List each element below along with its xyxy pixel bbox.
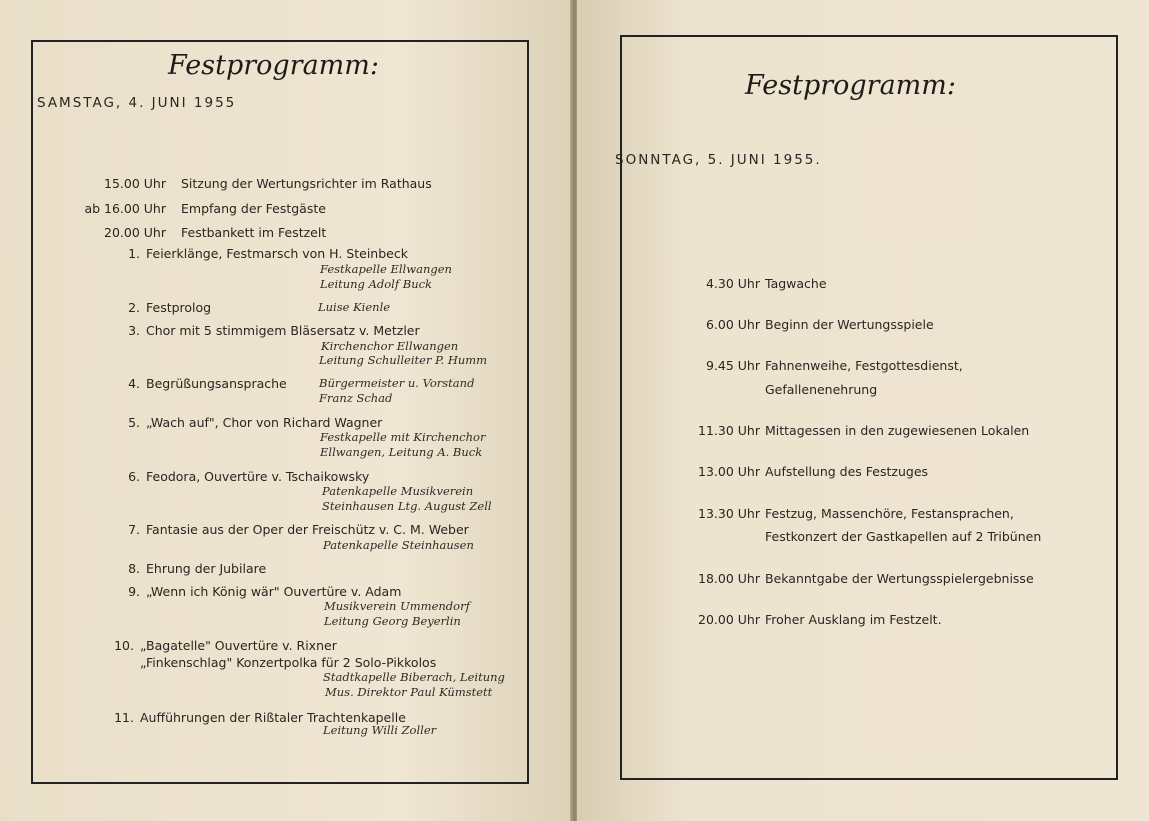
program-item-title: Festprolog: [146, 300, 212, 315]
schedule-time: 13.30 Uhr: [698, 506, 760, 521]
schedule-text: Sitzung der Wertungsrichter im Rathaus: [181, 176, 432, 191]
program-item-performer: Festkapelle Ellwangen: [320, 262, 452, 276]
program-item-performer: Bürgermeister u. Vorstand: [319, 376, 475, 390]
program-item-performer: Leitung Willi Zoller: [323, 723, 437, 737]
program-item-performer: Ellwangen, Leitung A. Buck: [320, 445, 483, 459]
program-item-performer: Stadtkapelle Biberach, Leitung: [323, 670, 505, 684]
schedule-text: Tagwache: [765, 276, 827, 291]
program-item-performer: Leitung Georg Beyerlin: [324, 614, 461, 628]
schedule-text: Fahnenweihe, Festgottesdienst,: [765, 358, 963, 373]
schedule-time: 15.00 Uhr: [104, 176, 166, 191]
schedule-text: Festbankett im Festzelt: [181, 225, 327, 240]
right-page-frame: [620, 35, 1118, 780]
program-item-9: [120, 584, 401, 599]
program-item-performer: Steinhausen Ltg. August Zell: [322, 499, 492, 513]
left-page: [0, 0, 572, 821]
schedule-time: 20.00 Uhr: [698, 612, 760, 627]
program-item-title: Aufführungen der Rißtaler Trachtenkapelle: [140, 710, 406, 725]
program-item-number: 11.: [114, 710, 134, 725]
program-item-title: Fantasie aus der Oper der Freischütz v. C. M. Weber: [146, 522, 469, 537]
schedule-time: ab 16.00 Uhr: [84, 201, 166, 216]
program-item-number: 6.: [128, 469, 140, 484]
schedule-text: Aufstellung des Festzuges: [765, 464, 929, 479]
schedule-text: Empfang der Festgäste: [181, 201, 326, 216]
right-page-title: Festprogramm:: [745, 70, 956, 101]
schedule-time: 18.00 Uhr: [698, 571, 760, 586]
program-item-performer: Leitung Adolf Buck: [320, 277, 433, 291]
program-item-title: „Wenn ich König wär" Ouvertüre v. Adam: [146, 584, 402, 599]
schedule-time: 13.00 Uhr: [698, 464, 760, 479]
program-item-7: [120, 522, 469, 537]
program-item-number: 3.: [128, 323, 140, 338]
program-item-performer: Patenkapelle Musikverein: [322, 484, 474, 498]
program-item-performer: Musikverein Ummendorf: [324, 599, 470, 613]
program-item-3: [120, 323, 420, 338]
schedule-text: Froher Ausklang im Festzelt.: [765, 612, 942, 627]
program-item-performer: Luise Kienle: [318, 300, 391, 314]
schedule-text-continued: Festkonzert der Gastkapellen auf 2 Tribünen: [765, 529, 1042, 544]
program-item-number: 7.: [128, 522, 140, 537]
program-item-number: 8.: [128, 561, 140, 576]
program-item-5: [120, 415, 382, 430]
program-item-title: Feierklänge, Festmarsch von H. Steinbeck: [146, 246, 408, 261]
program-item-1: [120, 246, 408, 261]
schedule-text-continued: Gefallenenehrung: [765, 382, 878, 397]
schedule-time: 9.45 Uhr: [705, 358, 760, 373]
program-item-number: 10.: [114, 638, 134, 653]
program-item-performer: Kirchenchor Ellwangen: [321, 339, 459, 353]
program-item-4: [120, 376, 287, 391]
right-page: [577, 0, 1149, 821]
program-item-performer: Franz Schad: [319, 391, 393, 405]
program-item-number: 1.: [128, 246, 140, 261]
schedule-text: Mittagessen in den zugewiesenen Lokalen: [765, 423, 1030, 438]
program-item-title: Feodora, Ouvertüre v. Tschaikowsky: [146, 469, 370, 484]
program-item-6: [120, 469, 369, 484]
left-page-title: Festprogramm:: [168, 50, 379, 81]
program-item-title: „Wach auf", Chor von Richard Wagner: [146, 415, 383, 430]
schedule-time: 6.00 Uhr: [705, 317, 760, 332]
schedule-time: 4.30 Uhr: [705, 276, 760, 291]
schedule-time: 20.00 Uhr: [104, 225, 166, 240]
program-item-8: [120, 561, 266, 576]
program-item-title: „Bagatelle" Ouvertüre v. Rixner: [140, 638, 337, 653]
program-item-title: Chor mit 5 stimmigem Bläsersatz v. Metzler: [146, 323, 420, 338]
program-item-performer: Patenkapelle Steinhausen: [323, 538, 474, 552]
schedule-text: Bekanntgabe der Wertungsspielergebnisse: [765, 571, 1034, 586]
program-item-2: [120, 300, 211, 315]
program-item-10: [114, 638, 337, 653]
schedule-text: Festzug, Massenchöre, Festansprachen,: [765, 506, 1014, 521]
program-item-number: 5.: [128, 415, 140, 430]
schedule-time: 11.30 Uhr: [698, 423, 760, 438]
program-item-title: Begrüßungsansprache: [146, 376, 287, 391]
program-item-performer: Leitung Schulleiter P. Humm: [319, 353, 488, 367]
program-item-number: 2.: [128, 300, 140, 315]
program-item-number: 4.: [128, 376, 140, 391]
left-page-day: SAMSTAG, 4. JUNI 1955: [37, 95, 237, 111]
program-item-performer: Mus. Direktor Paul Kümstett: [325, 685, 493, 699]
program-item-number: 9.: [128, 584, 140, 599]
program-item-10-second-line: „Finkenschlag" Konzertpolka für 2 Solo-Pikkolos: [140, 655, 437, 670]
program-item-performer: Festkapelle mit Kirchenchor: [320, 430, 486, 444]
right-page-day: SONNTAG, 5. JUNI 1955.: [615, 152, 822, 168]
schedule-text: Beginn der Wertungsspiele: [765, 317, 934, 332]
program-item-title: Ehrung der Jubilare: [146, 561, 267, 576]
